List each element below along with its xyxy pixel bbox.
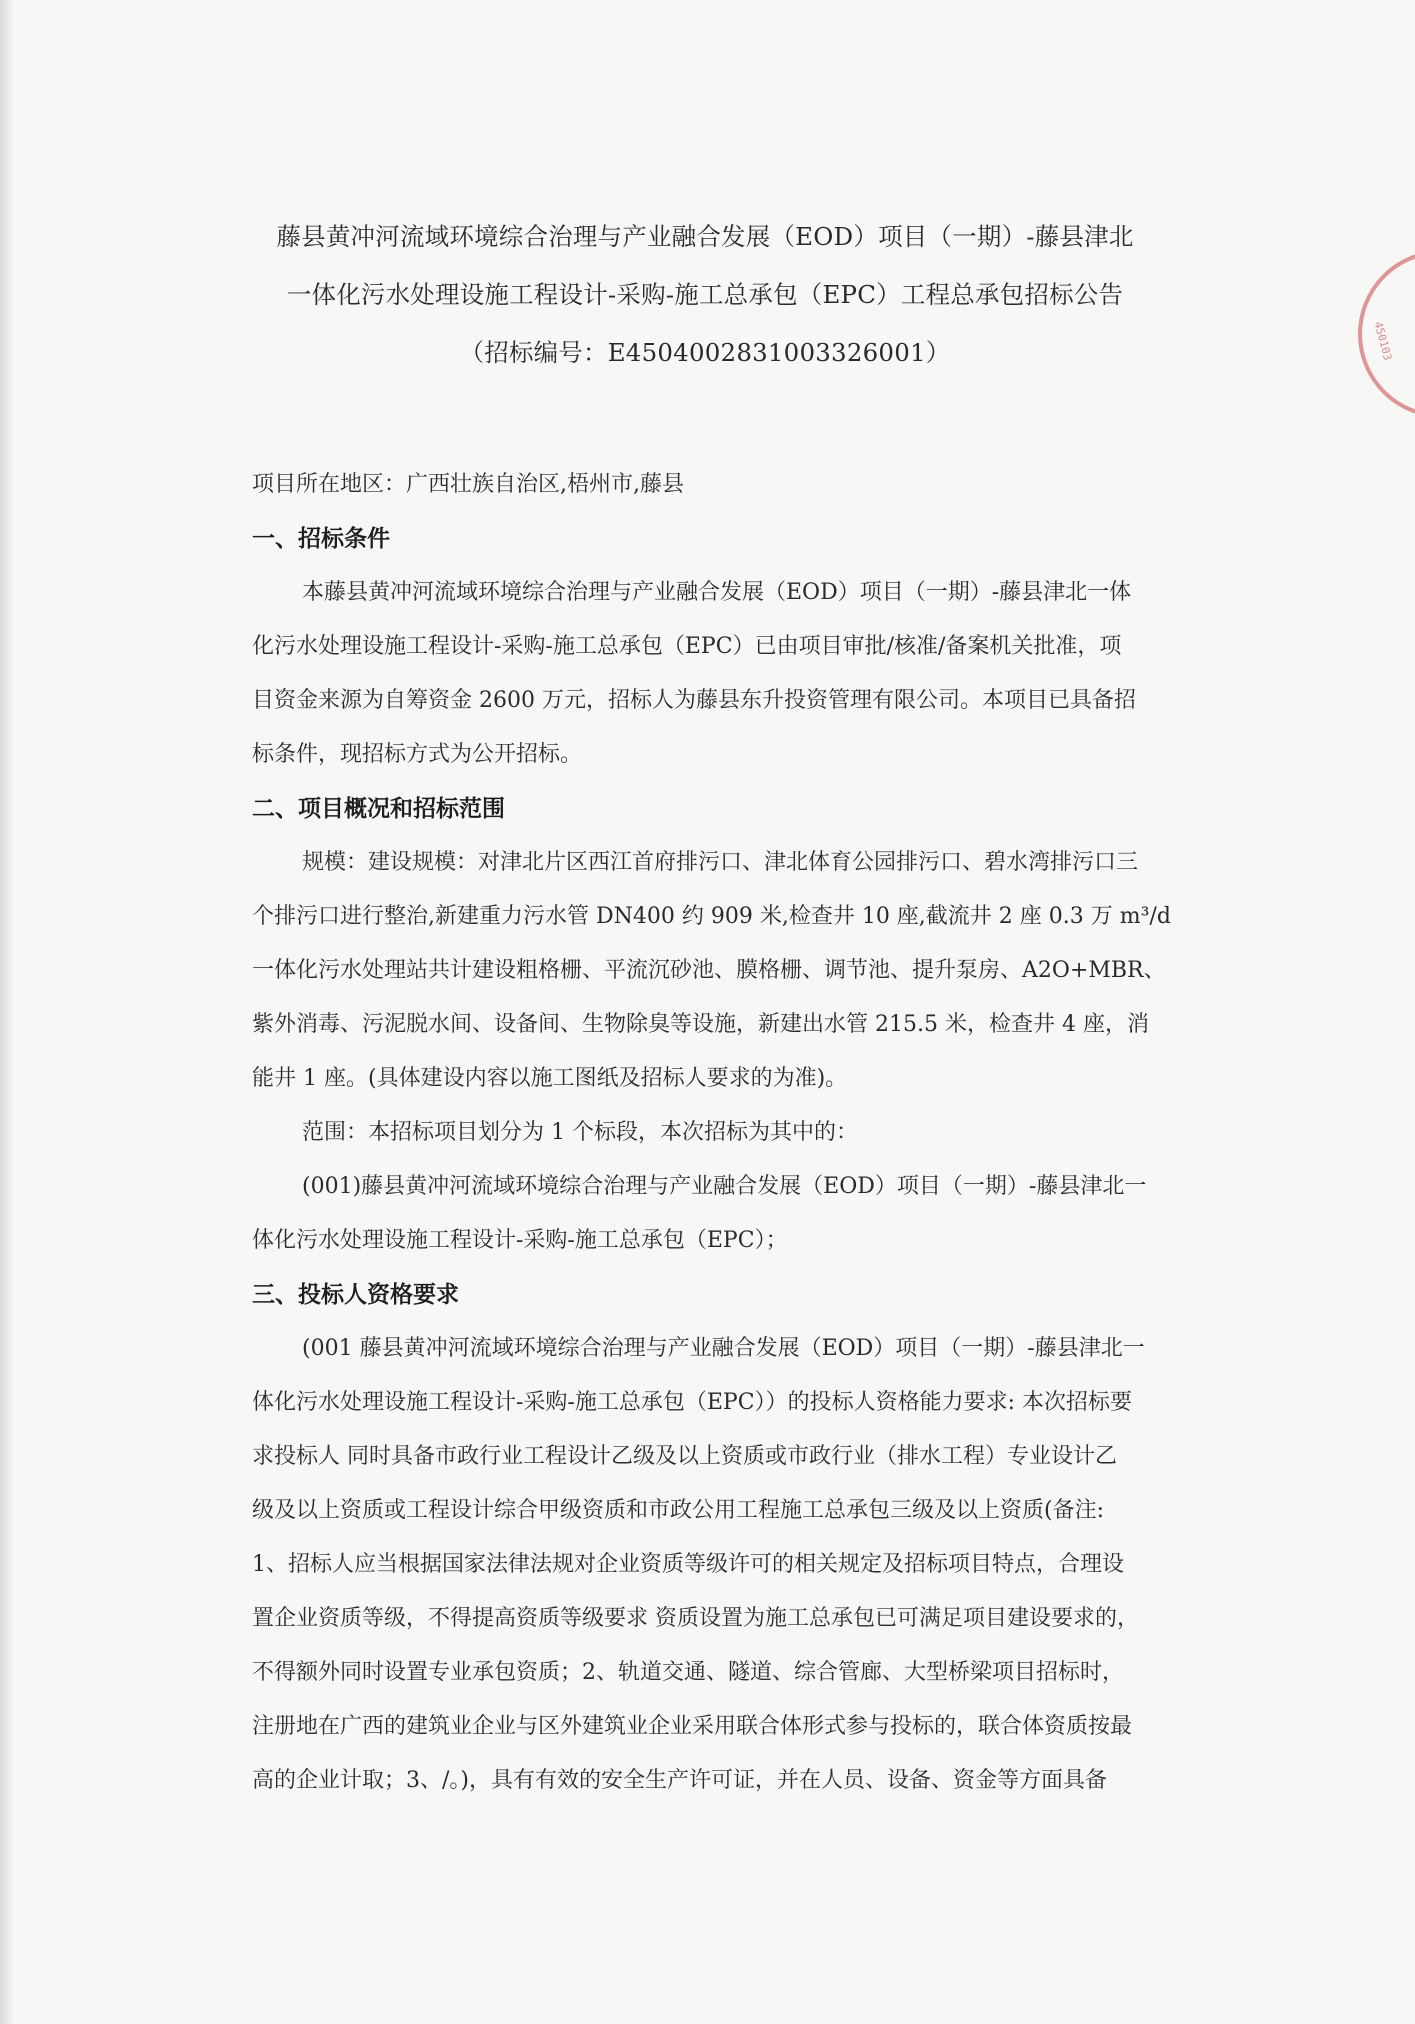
- paragraph-line: (001)藤县黄冲河流域环境综合治理与产业融合发展（EOD）项目（一期）-藤县津北一: [302, 1174, 1147, 1199]
- paragraph-line: 化污水处理设施工程设计-采购-施工总承包（EPC）已由项目审批/核准/备案机关批准，项: [252, 634, 1122, 659]
- paragraph-line: 个排污口进行整治,新建重力污水管 DN400 约 909 米,检查井 10 座,截流井 2 座 0.3 万 m³/d: [252, 904, 1171, 929]
- paragraph-line: 紫外消毒、污泥脱水间、设备间、生物除臭等设施，新建出水管 215.5 米，检查井 4 座，消: [252, 1012, 1149, 1037]
- paragraph-line: (001 藤县黄冲河流域环境综合治理与产业融合发展（EOD）项目（一期）-藤县津北一: [302, 1336, 1145, 1361]
- seal-stamp-number: 450103: [1371, 320, 1395, 362]
- paragraph-line: 标条件，现招标方式为公开招标。: [252, 742, 583, 767]
- paragraph-line: 体化污水处理设施工程设计-采购-施工总承包（EPC））的投标人资格能力要求: 本次招标要: [252, 1390, 1132, 1415]
- paragraph-line: 不得额外同时设置专业承包资质；2、轨道交通、隧道、综合管廊、大型桥梁项目招标时，: [252, 1660, 1125, 1685]
- paragraph-line: 一体化污水处理站共计建设粗格栅、平流沉砂池、膜格栅、调节池、提升泵房、A2O+MBR、: [252, 958, 1166, 983]
- paragraph-line: 1、招标人应当根据国家法律法规对企业资质等级许可的相关规定及招标项目特点，合理设: [252, 1552, 1125, 1577]
- section-heading-project-overview: 二、项目概况和招标范围: [252, 796, 505, 822]
- paragraph-line: 本藤县黄冲河流域环境综合治理与产业融合发展（EOD）项目（一期）-藤县津北一体: [302, 580, 1132, 605]
- section-heading-bidding-conditions: 一、招标条件: [252, 526, 390, 552]
- paragraph-line: 注册地在广西的建筑业企业与区外建筑业企业采用联合体形式参与投标的，联合体资质按最: [252, 1714, 1133, 1739]
- title-line-1: 藤县黄冲河流域环境综合治理与产业融合发展（EOD）项目（一期）-藤县津北: [276, 222, 1134, 251]
- paragraph-line: 规模：建设规模：对津北片区西江首府排污口、津北体育公园排污口、碧水湾排污口三: [302, 850, 1139, 875]
- paragraph-line: 目资金来源为自筹资金 2600 万元，招标人为藤县东升投资管理有限公司。本项目已具备招: [252, 688, 1136, 713]
- document-title: [200, 222, 1210, 396]
- paragraph-line: 高的企业计取；3、/。)，具有有效的安全生产许可证，并在人员、设备、资金等方面具备: [252, 1768, 1107, 1793]
- paragraph-line: 级及以上资质或工程设计综合甲级资质和市政公用工程施工总承包三级及以上资质(备注:: [252, 1498, 1104, 1523]
- title-line-2: 一体化污水处理设施工程设计-采购-施工总承包（EPC）工程总承包招标公告: [286, 280, 1124, 309]
- page-edge-shadow: [0, 0, 14, 2024]
- project-location: 项目所在地区：广西壮族自治区,梧州市,藤县: [252, 472, 684, 497]
- paragraph-line: 求投标人 同时具备市政行业工程设计乙级及以上资质或市政行业（排水工程）专业设计乙: [252, 1444, 1117, 1469]
- paragraph-line: 范围：本招标项目划分为 1 个标段，本次招标为其中的：: [302, 1120, 858, 1145]
- paragraph-line: 能井 1 座。(具体建设内容以施工图纸及招标人要求的为准)。: [252, 1066, 848, 1091]
- section-heading-bidder-qualifications: 三、投标人资格要求: [252, 1282, 459, 1308]
- document-body: [252, 458, 1187, 1808]
- paragraph-line: 体化污水处理设施工程设计-采购-施工总承包（EPC）；: [252, 1228, 788, 1253]
- paragraph-line: 置企业资质等级，不得提高资质等级要求 资质设置为施工总承包已可满足项目建设要求的，: [252, 1606, 1139, 1631]
- title-line-3: （招标编号：E4504002831003326001）: [459, 338, 951, 367]
